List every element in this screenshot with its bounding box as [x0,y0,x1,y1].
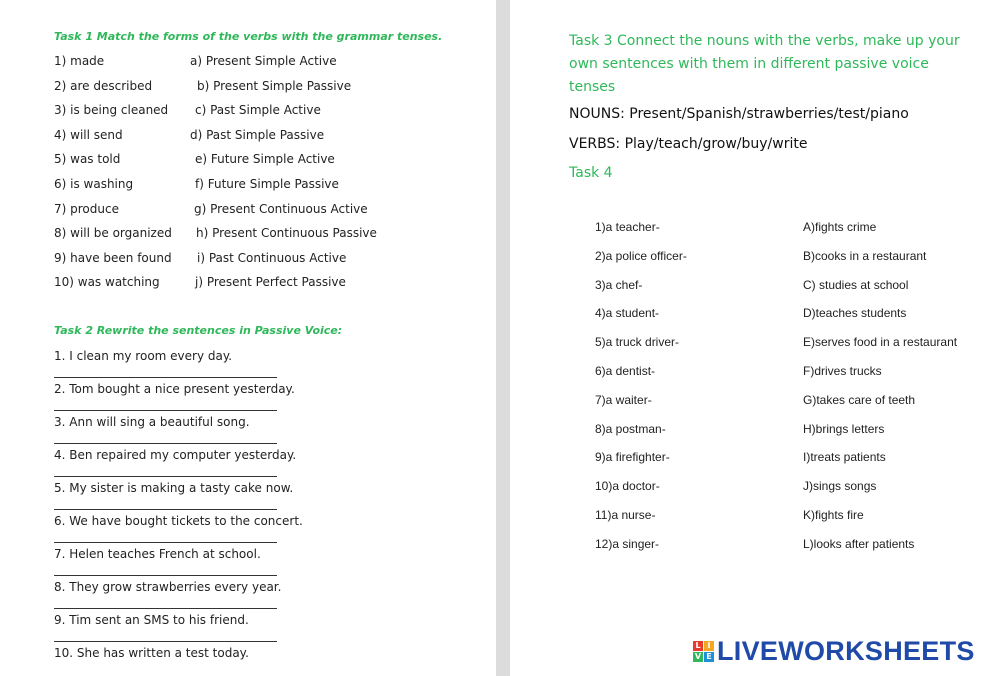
sentence: 2. Tom bought a nice present yesterday. [54,382,295,396]
verb-form: 8) will be organized [54,226,172,241]
duty-item: G)takes care of teeth [803,392,916,407]
sentence: 5. My sister is making a tasty cake now. [54,481,294,495]
answer-line [54,410,277,411]
duty-item: I)treats patients [803,450,886,465]
answer-line [54,476,277,477]
nouns-line: NOUNS: Present/Spanish/strawberries/test/piano [569,106,909,122]
verb-form: 5) was told [54,152,121,167]
answer-line [54,575,277,576]
verb-form: 7) produce [54,201,119,216]
logo-block-i: I [704,641,714,651]
job-item: 3)a chef- [595,277,643,292]
tense-option: a) Present Simple Active [190,54,337,68]
answer-line [54,641,277,642]
answer-line [54,509,277,510]
sentence: 8. They grow strawberries every year. [54,580,282,594]
duty-item: C) studies at school [803,277,909,292]
tense-option: g) Present Continuous Active [194,201,368,216]
job-item: 1)a teacher- [595,220,660,234]
tense-option: e) Future Simple Active [195,152,335,167]
sentence: 9. Tim sent an SMS to his friend. [54,613,249,627]
task2-heading: Task 2 Rewrite the sentences in Passive Voice: [54,324,343,337]
tense-option: d) Past Simple Passive [190,127,325,142]
answer-line [54,377,277,378]
duty-item: L)looks after patients [803,536,915,551]
tense-option: f) Future Simple Passive [195,177,339,191]
sentence: 3. Ann will sing a beautiful song. [54,415,250,429]
duty-item: K)fights fire [803,508,864,522]
sentence: 1. I clean my room every day. [54,349,233,363]
duty-item: H)brings letters [803,421,885,436]
task1-heading: Task 1 Match the forms of the verbs with the grammar tenses. [54,30,443,43]
job-item: 12)a singer- [595,536,660,551]
verb-form: 3) is being cleaned [54,103,169,118]
logo-block-l: L [693,641,703,651]
verb-form: 6) is washing [54,177,134,191]
tense-option: b) Present Simple Passive [197,78,352,93]
tense-option: i) Past Continuous Active [197,250,347,265]
verbs-line: VERBS: Play/teach/grow/buy/write [569,136,808,152]
job-item: 6)a dentist- [595,364,656,378]
tense-option: c) Past Simple Active [195,103,321,118]
job-item: 9)a firefighter- [595,450,670,465]
duty-item: B)cooks in a restaurant [803,248,927,263]
tense-option: j) Present Perfect Passive [195,275,346,290]
verb-form: 2) are described [54,78,153,93]
job-item: 7)a waiter- [595,392,652,407]
logo-block-e: E [704,652,714,662]
logo-block-v: V [694,652,702,661]
answer-line [54,443,277,444]
job-item: 11)a nurse- [595,508,656,522]
sentence: 6. We have bought tickets to the concert. [54,514,303,528]
logo-blocks [693,641,714,662]
sentence: 10. She has written a test today. [54,646,249,660]
verb-form: 9) have been found [54,250,172,265]
task3-heading: Task 3 Connect the nouns with the verbs, make up your own sentences with them in different passive voice tenses [569,33,960,95]
job-item: 2)a police officer- [595,248,687,263]
duty-item: D)teaches students [803,306,907,321]
sentence: 7. Helen teaches French at school. [54,547,261,561]
tense-option: h) Present Continuous Passive [196,226,377,241]
verb-form: 10) was watching [54,275,160,290]
answer-line [54,542,277,543]
verb-form: 1) made [54,54,105,68]
duty-item: F)drives trucks [803,364,882,378]
duty-item: E)serves food in a restaurant [803,335,958,350]
verb-form: 4) will send [54,127,123,142]
job-item: 8)a postman- [595,421,666,436]
liveworksheets-logo [693,636,975,667]
job-item: 10)a doctor- [595,479,660,494]
job-item: 5)a truck driver- [595,335,680,350]
task4-heading: Task 4 [569,165,613,181]
logo-text: LIVEWORKSHEETS [717,636,975,666]
duty-item: A)fights crime [803,220,877,234]
sentence: 4. Ben repaired my computer yesterday. [54,448,297,462]
job-item: 4)a student- [595,306,660,321]
answer-line [54,608,277,609]
duty-item: J)sings songs [803,479,877,494]
page-gutter [496,0,510,676]
